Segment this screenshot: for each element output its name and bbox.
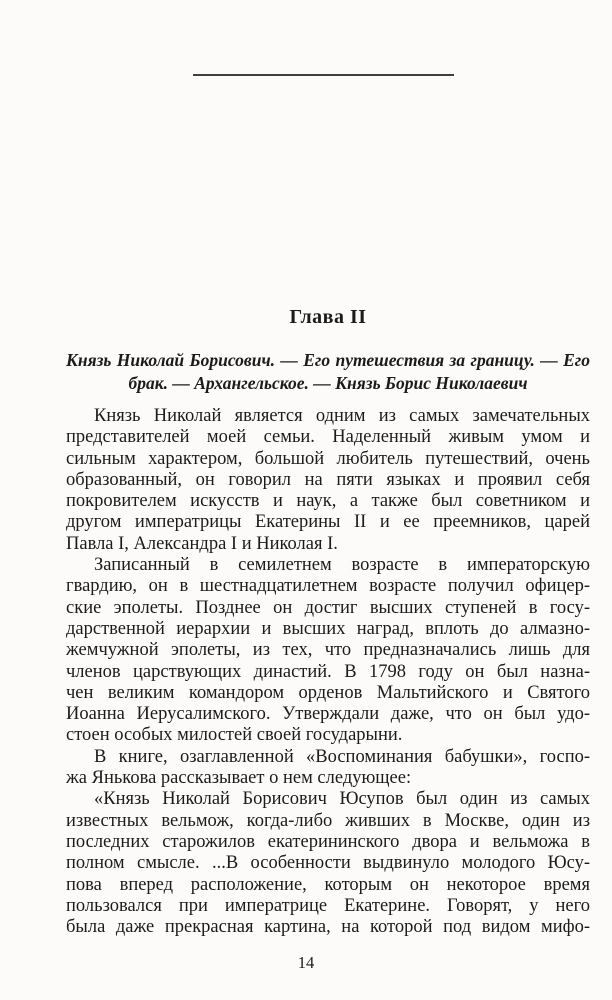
text-line: Записанный в семилетнем возрасте в императорскую	[94, 555, 590, 576]
chapter-title: Глава II	[289, 306, 367, 328]
text-line: покровителем искусств и наук, а также был советником и	[66, 491, 590, 512]
text-line: образованный, он говорил на пяти языках и проявил себя	[66, 469, 590, 490]
paragraph	[66, 747, 590, 790]
text-line: «Князь Николай Борисович Юсупов был один из самых	[94, 789, 590, 810]
text-line: Павла I, Александра I и Николая I.	[66, 533, 338, 554]
text-line: пользовался при императрице Екатерине. Говорят, у него	[66, 895, 590, 916]
chapter-epigraph	[66, 349, 590, 395]
epigraph-line: Князь Николай Борисович. — Его путешествия за границу. — Его	[66, 350, 590, 370]
text-line: другом императрицы Екатерины II и ее преемников, царей	[66, 512, 590, 533]
paragraph	[66, 789, 590, 938]
text-line: чен великим командором орденов Мальтийского и Святого	[66, 682, 590, 703]
text-line: ские эполеты. Позднее он достиг высших ступеней в госу-	[66, 597, 590, 618]
body-text	[66, 406, 590, 938]
text-line: известных вельмож, когда-либо живших в Москве, один из	[66, 810, 590, 831]
text-line: В книге, озаглавленной «Воспоминания бабушки», госпо-	[94, 746, 590, 767]
page-number: 14	[297, 953, 315, 972]
text-line: пова вперед расположение, которым он некоторое время	[66, 874, 590, 895]
text-line: полном смысле. ...В особенности выдвинуло молодого Юсу-	[66, 853, 590, 874]
text-line: дарственной иерархии и высших наград, вплоть до алмазно-	[66, 618, 590, 639]
text-line: гвардию, он в шестнадцатилетнем возрасте получил офицер-	[66, 576, 590, 597]
text-line: жемчужной эполеты, из тех, что предназначались лишь для	[66, 640, 590, 661]
header-divider-rule	[193, 74, 454, 76]
text-line: последних старожилов екатерининского двора и вельможа в	[66, 831, 590, 852]
text-line: Князь Николай является одним из самых замечательных	[94, 406, 590, 426]
text-line: стоен особых милостей своей государыни.	[66, 725, 403, 746]
text-line: членов царствующих династий. В 1798 году он был назна-	[66, 661, 590, 682]
text-line: жа Янькова рассказывает о нем следующее:	[66, 768, 412, 789]
text-line: была даже прекрасная картина, на которой под видом мифо-	[66, 917, 590, 938]
paragraph	[66, 406, 590, 555]
epigraph-line: брак. — Архангельское. — Князь Борис Николаевич	[128, 373, 528, 393]
text-line: Иоанна Иерусалимского. Утверждали даже, что он был удо-	[66, 704, 590, 725]
text-line: сильным характером, большой любитель путешествий, очень	[66, 448, 590, 469]
text-line: представителей моей семьи. Наделенный живым умом и	[66, 427, 590, 448]
paragraph	[66, 555, 590, 747]
